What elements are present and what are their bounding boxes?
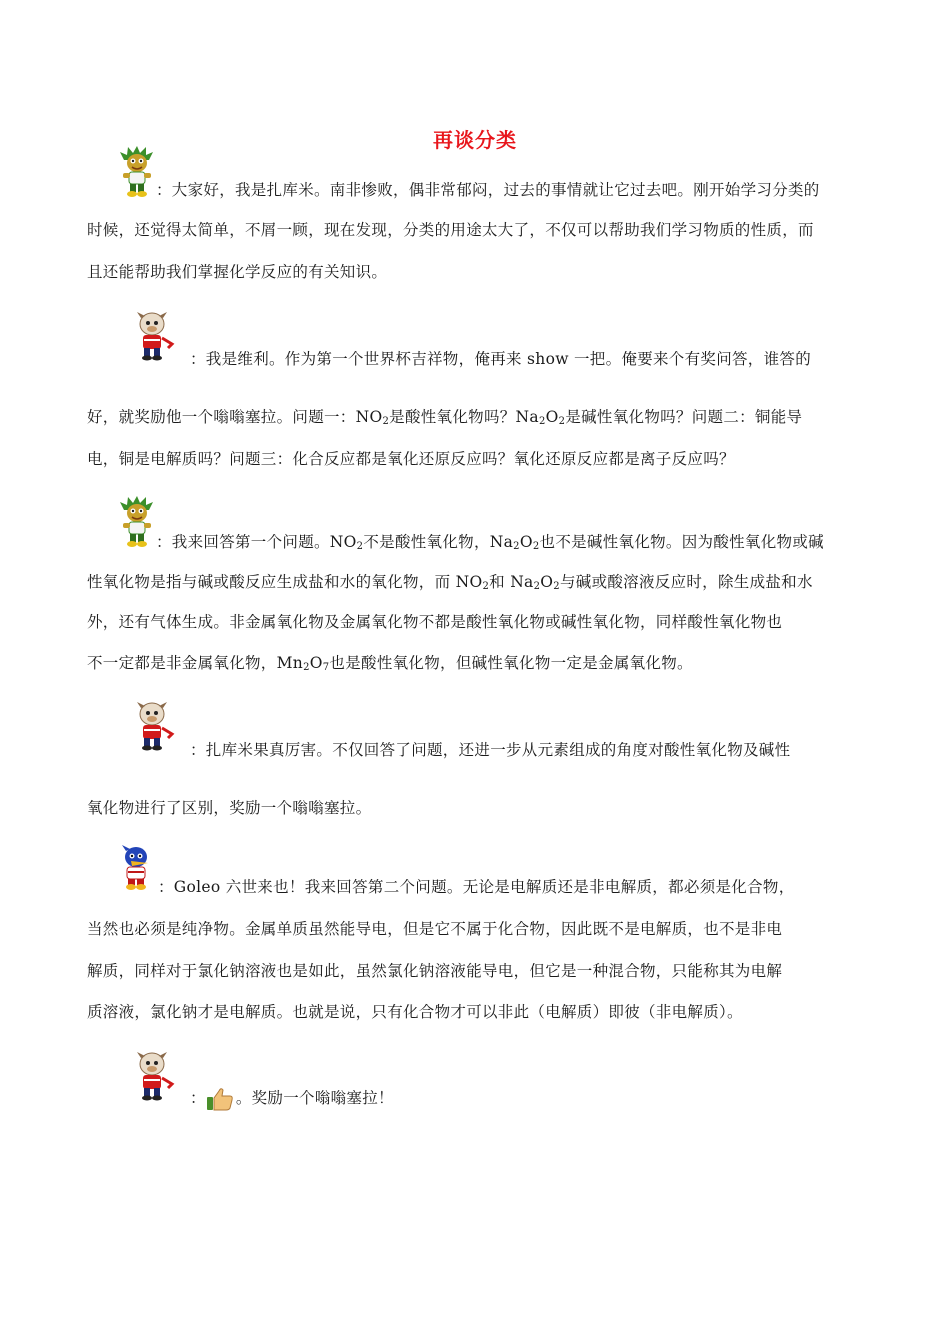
subscript: 2 bbox=[356, 541, 364, 552]
text-run: 和 Na bbox=[489, 573, 534, 591]
subscript: 7 bbox=[322, 662, 330, 673]
text-run: 与碱或酸溶液反应时，除生成盐和水 bbox=[559, 573, 813, 591]
paragraph-2-line-1: ：我是维利。作为第一个世界杯吉祥物，俺再来 show 一把。俺要来个有奖问答，谁答的 bbox=[190, 350, 811, 368]
page-title: 再谈分类 bbox=[433, 128, 517, 152]
text-run: O bbox=[309, 654, 323, 672]
paragraph-5-line-4: 质溶液，氯化钠才是电解质。也就是说，只有化合物才可以非此（电解质）即彼（非电解质）。 bbox=[87, 1003, 743, 1021]
paragraph-2-line-2 bbox=[87, 405, 802, 427]
paragraph-1-line-1: ：大家好，我是扎库米。南非惨败，偶非常郁闷，过去的事情就让它过去吧。刚开始学习分类的 bbox=[156, 181, 820, 199]
paragraph-2-line-3: 电，铜是电解质吗？问题三：化合反应都是氧化还原反应吗？氧化还原反应都是离子反应吗？ bbox=[87, 450, 735, 468]
text-run: 不一定都是非金属氧化物，Mn bbox=[87, 654, 304, 672]
subscript: 2 bbox=[482, 581, 490, 592]
paragraph-3-line-2 bbox=[87, 570, 813, 592]
paragraph-4-line-2: 氧化物进行了区别，奖励一个嗡嗡塞拉。 bbox=[87, 799, 372, 817]
text-run: O bbox=[540, 573, 554, 591]
paragraph-6-line-1 bbox=[190, 1086, 394, 1111]
text-run: 不是酸性氧化物，Na bbox=[363, 533, 514, 551]
text-run: 。奖励一个嗡嗡塞拉！ bbox=[235, 1089, 394, 1107]
subscript: 2 bbox=[513, 541, 520, 552]
paragraph-1-line-3: 且还能帮助我们掌握化学反应的有关知识。 bbox=[87, 263, 388, 281]
text-run: 是酸性氧化物吗？Na bbox=[389, 408, 539, 426]
paragraph-1-line-2: 时候，还觉得太简单，不屑一顾，现在发现，分类的用途太大了，不仅可以帮助我们学习物质的性质，而 bbox=[87, 221, 814, 239]
zakumi-mascot-icon bbox=[118, 146, 156, 198]
willie-mascot-icon bbox=[132, 700, 180, 752]
goleo-mascot-icon bbox=[118, 845, 158, 891]
subscript: 2 bbox=[553, 581, 560, 592]
text-run: 性氧化物是指与碱或酸反应生成盐和水的氧化物，而 NO bbox=[87, 573, 483, 591]
text-run: 好，就奖励他一个嗡嗡塞拉。问题一：NO bbox=[87, 408, 383, 426]
text-run: ： bbox=[190, 1089, 206, 1107]
text-run: O bbox=[545, 408, 559, 426]
paragraph-4-line-1: ：扎库米果真厉害。不仅回答了问题，还进一步从元素组成的角度对酸性氧化物及碱性 bbox=[190, 741, 791, 759]
subscript: 2 bbox=[303, 662, 310, 673]
text-run: 也是酸性氧化物，但碱性氧化物一定是金属氧化物。 bbox=[329, 654, 693, 672]
text-run: 是碱性氧化物吗？问题二：铜能导 bbox=[565, 408, 803, 426]
text-run: ：我来回答第一个问题。NO bbox=[156, 533, 357, 551]
willie-mascot-icon bbox=[132, 310, 180, 362]
zakumi-mascot-icon bbox=[118, 496, 156, 548]
paragraph-3-line-4 bbox=[87, 651, 693, 673]
paragraph-5-line-2: 当然也必须是纯净物。金属单质虽然能导电，但是它不属于化合物，因此既不是电解质，也不是非电 bbox=[87, 920, 783, 938]
subscript: 2 bbox=[533, 581, 541, 592]
subscript: 2 bbox=[538, 416, 546, 427]
paragraph-3-line-1 bbox=[156, 530, 824, 552]
willie-mascot-icon bbox=[132, 1050, 180, 1102]
text-run: O bbox=[519, 533, 533, 551]
text-run: 也不是碱性氧化物。因为酸性氧化物或碱 bbox=[539, 533, 824, 551]
paragraph-5-line-1: ：Goleo 六世来也！我来回答第二个问题。无论是电解质还是非电解质，都必须是化合物， bbox=[158, 878, 795, 896]
paragraph-5-line-3: 解质，同样对于氯化钠溶液也是如此，虽然氯化钠溶液能导电，但它是一种混合物，只能称其为电解 bbox=[87, 962, 783, 980]
thumbs-up-icon bbox=[206, 1087, 234, 1111]
subscript: 2 bbox=[558, 416, 566, 427]
paragraph-3-line-3: 外，还有气体生成。非金属氧化物及金属氧化物不都是酸性氧化物或碱性氧化物，同样酸性氧化物也 bbox=[87, 613, 783, 631]
subscript: 2 bbox=[382, 416, 390, 427]
subscript: 2 bbox=[532, 541, 540, 552]
